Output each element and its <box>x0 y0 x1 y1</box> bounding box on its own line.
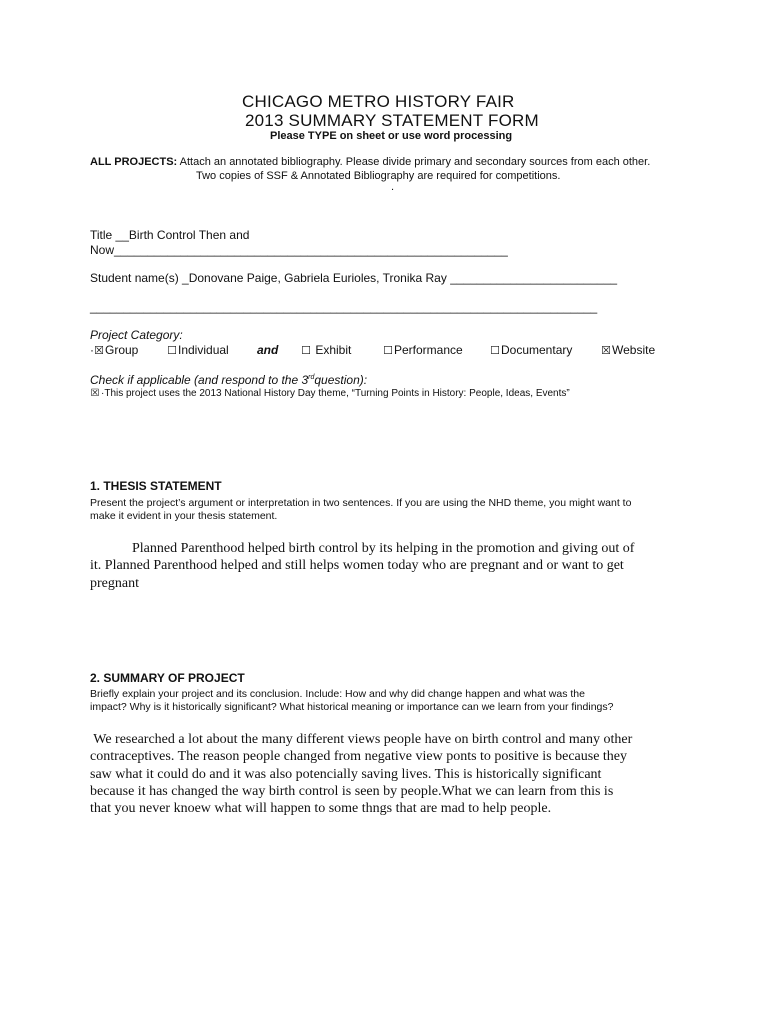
thesis-instruction-line2: make it evident in your thesis statement. <box>90 510 278 522</box>
category-website-label: Website <box>612 343 656 357</box>
category-exhibit-label: Exhibit <box>312 343 352 357</box>
summary-answer-line3: saw what it could do and it was also potencially saving lives. This is historically significant <box>90 767 602 782</box>
category-documentary[interactable] <box>490 343 572 358</box>
nhd-theme-option[interactable] <box>90 388 570 400</box>
title-field-line2: Now___________________________________________________________ <box>90 243 508 257</box>
summary-answer-line2: contraceptives. The reason people changed from negative view ponts to positive is because they <box>90 749 628 764</box>
category-individual[interactable] <box>167 343 229 358</box>
category-and-label: and <box>257 343 279 357</box>
category-performance[interactable] <box>383 343 463 358</box>
all-projects-label: ALL PROJECTS: <box>90 156 178 168</box>
summary-instruction-line1: Briefly explain your project and its conclusion. Include: How and why did change happen and what was the <box>90 688 585 700</box>
category-group[interactable] <box>94 343 138 358</box>
category-website[interactable] <box>601 343 655 358</box>
category-bullet: · <box>90 343 94 357</box>
category-group-label: Group <box>105 343 139 357</box>
student-names-line2: ____________________________________________________________________________ <box>90 300 598 314</box>
form-title-line2: 2013 SUMMARY STATEMENT FORM <box>245 111 539 130</box>
summary-answer-line4: because it has changed the way birth control is seen by people.What we can learn from this is <box>90 784 614 799</box>
title-field-line1: Title __Birth Control Then and <box>90 228 250 242</box>
thesis-answer-line2: it. Planned Parenthood helped and still helps women today who are pregnant and or want to get <box>90 558 624 573</box>
thesis-heading: 1. THESIS STATEMENT <box>90 479 222 493</box>
all-projects-line2: Two copies of SSF & Annotated Bibliography are required for competitions. <box>196 170 561 182</box>
all-projects-line1 <box>90 156 650 169</box>
category-documentary-label: Documentary <box>501 343 573 357</box>
all-projects-dot: . <box>391 181 395 193</box>
category-exhibit[interactable] <box>301 343 351 358</box>
checked-box-icon[interactable]: ☒ <box>601 345 611 357</box>
nhd-theme-text: ·This project uses the 2013 National History Day theme, “Turning Points in History: People, Ideas, Events” <box>101 388 570 399</box>
form-title-line1: CHICAGO METRO HISTORY FAIR <box>242 92 515 111</box>
project-category-label: Project Category: <box>90 328 183 342</box>
checked-box-icon[interactable]: ☒ <box>94 345 104 357</box>
summary-answer-line5: that you never knoew what will happen to some thngs that are mad to help people. <box>90 801 552 816</box>
thesis-answer-line1: Planned Parenthood helped birth control by its helping in the promotion and giving out of <box>90 541 635 556</box>
unchecked-box-icon[interactable]: ☐ <box>490 345 500 357</box>
summary-answer-line1: We researched a lot about the many different views people have on birth control and many other <box>90 732 633 747</box>
check-applicable-text-end: question): <box>314 373 368 387</box>
thesis-answer-line3: pregnant <box>90 576 139 591</box>
unchecked-box-icon[interactable]: ☐ <box>383 345 393 357</box>
unchecked-box-icon[interactable]: ☐ <box>167 345 177 357</box>
category-performance-label: Performance <box>394 343 463 357</box>
student-names-line1: Student name(s) _Donovane Paige, Gabriela Eurioles, Tronika Ray _________________________ <box>90 271 618 285</box>
superscript-rd: rd <box>308 374 315 381</box>
summary-heading: 2. SUMMARY OF PROJECT <box>90 671 245 685</box>
all-projects-text: Attach an annotated bibliography. Please divide primary and secondary sources from each other. <box>179 156 651 168</box>
checked-box-icon[interactable]: ☒ <box>90 388 100 399</box>
unchecked-box-icon[interactable]: ☐ <box>301 345 311 357</box>
check-applicable-label <box>90 371 367 387</box>
thesis-instruction-line1: Present the project’s argument or interpretation in two sentences. If you are using the NHD theme, you might want to <box>90 497 632 509</box>
summary-instruction-line2: impact? Why is it historically significant? What historical meaning or importance can we learn from your findings? <box>90 701 614 713</box>
check-applicable-text: Check if applicable (and respond to the 3 <box>90 373 309 387</box>
type-instruction: Please TYPE on sheet or use word processing <box>270 130 513 142</box>
category-individual-label: Individual <box>178 343 229 357</box>
